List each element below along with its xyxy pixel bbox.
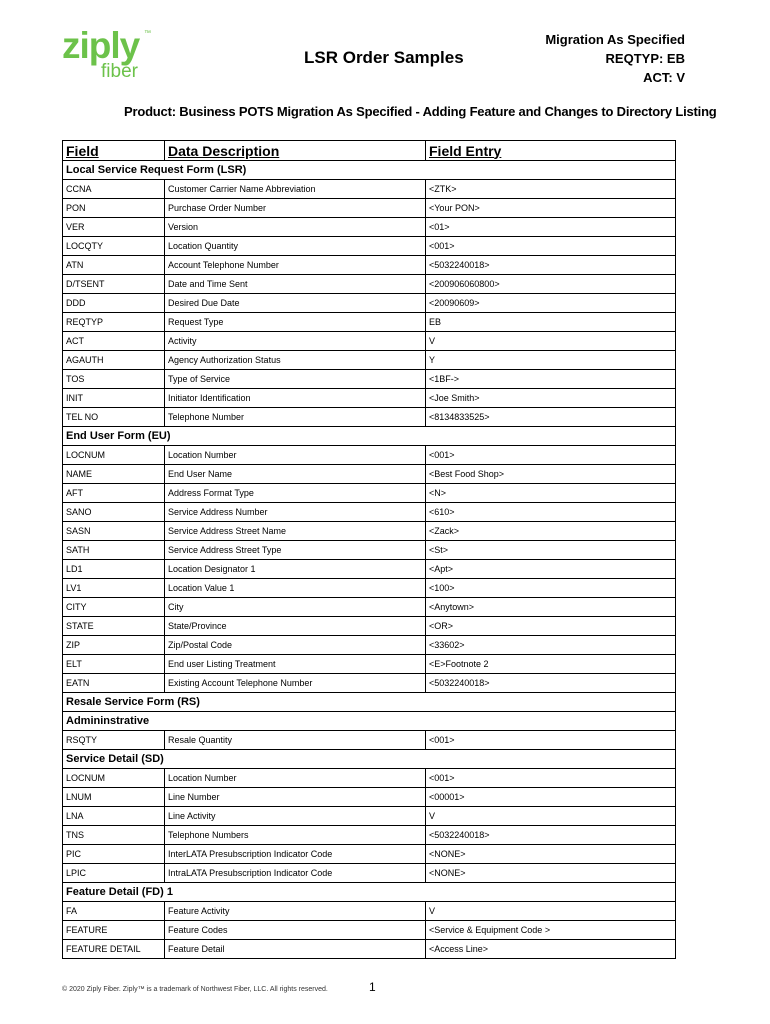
description-cell: Location Designator 1 <box>165 560 426 579</box>
field-cell: AFT <box>63 484 165 503</box>
description-cell: Line Activity <box>165 807 426 826</box>
migration-label: Migration As Specified <box>545 32 685 47</box>
field-cell: ATN <box>63 256 165 275</box>
description-cell: Date and Time Sent <box>165 275 426 294</box>
description-cell: Version <box>165 218 426 237</box>
entry-cell: <200906060800> <box>426 275 676 294</box>
description-cell: Service Address Number <box>165 503 426 522</box>
table-row <box>63 788 676 807</box>
table-row <box>63 541 676 560</box>
entry-cell: <5032240018> <box>426 674 676 693</box>
table-row <box>63 484 676 503</box>
field-cell: FEATURE DETAIL <box>63 940 165 959</box>
description-cell: Purchase Order Number <box>165 199 426 218</box>
description-cell: Feature Codes <box>165 921 426 940</box>
entry-cell: <1BF-> <box>426 370 676 389</box>
field-cell: ELT <box>63 655 165 674</box>
field-cell: NAME <box>63 465 165 484</box>
table-row <box>63 617 676 636</box>
lsr-table <box>62 140 676 959</box>
description-cell: IntraLATA Presubscription Indicator Code <box>165 864 426 883</box>
table-row <box>63 902 676 921</box>
field-cell: INIT <box>63 389 165 408</box>
entry-cell: <Best Food Shop> <box>426 465 676 484</box>
description-cell: InterLATA Presubscription Indicator Code <box>165 845 426 864</box>
field-cell: SASN <box>63 522 165 541</box>
entry-cell: <NONE> <box>426 845 676 864</box>
section-header-row <box>63 883 676 902</box>
section-title: Admininstrative <box>63 712 676 731</box>
entry-cell: V <box>426 332 676 351</box>
logo-trademark-mark: ™ <box>144 30 151 37</box>
field-cell: DDD <box>63 294 165 313</box>
table-row <box>63 826 676 845</box>
entry-cell: <OR> <box>426 617 676 636</box>
page-title: LSR Order Samples <box>304 48 464 67</box>
entry-cell: <Access Line> <box>426 940 676 959</box>
table-row <box>63 921 676 940</box>
field-cell: TOS <box>63 370 165 389</box>
description-cell: Account Telephone Number <box>165 256 426 275</box>
field-cell: LNUM <box>63 788 165 807</box>
section-title: Resale Service Form (RS) <box>63 693 676 712</box>
footer-copyright: © 2020 Ziply Fiber. Ziply™ is a trademark of Northwest Fiber, LLC. All rights reserved. <box>62 986 328 993</box>
field-cell: STATE <box>63 617 165 636</box>
table-row <box>63 503 676 522</box>
table-row <box>63 769 676 788</box>
description-cell: Resale Quantity <box>165 731 426 750</box>
table-row <box>63 446 676 465</box>
section-header-row <box>63 750 676 769</box>
description-cell: Type of Service <box>165 370 426 389</box>
entry-cell: <001> <box>426 731 676 750</box>
field-cell: AGAUTH <box>63 351 165 370</box>
entry-cell: V <box>426 902 676 921</box>
field-cell: CITY <box>63 598 165 617</box>
description-cell: Telephone Number <box>165 408 426 427</box>
description-cell: Feature Detail <box>165 940 426 959</box>
column-header-entry: Field Entry <box>426 141 676 161</box>
field-cell: CCNA <box>63 180 165 199</box>
table-row <box>63 731 676 750</box>
table-row <box>63 579 676 598</box>
table-row <box>63 313 676 332</box>
description-cell: Location Number <box>165 446 426 465</box>
entry-cell: <N> <box>426 484 676 503</box>
column-header-field: Field <box>63 141 165 161</box>
field-cell: LNA <box>63 807 165 826</box>
table-row <box>63 237 676 256</box>
table-row <box>63 674 676 693</box>
description-cell: Service Address Street Type <box>165 541 426 560</box>
description-cell: Service Address Street Name <box>165 522 426 541</box>
description-cell: Desired Due Date <box>165 294 426 313</box>
field-cell: TNS <box>63 826 165 845</box>
entry-cell: <100> <box>426 579 676 598</box>
entry-cell: <5032240018> <box>426 256 676 275</box>
field-cell: LV1 <box>63 579 165 598</box>
field-cell: LD1 <box>63 560 165 579</box>
table-row <box>63 275 676 294</box>
field-cell: RSQTY <box>63 731 165 750</box>
entry-cell: <Joe Smith> <box>426 389 676 408</box>
table-row <box>63 294 676 313</box>
table-row <box>63 256 676 275</box>
description-cell: End User Name <box>165 465 426 484</box>
description-cell: Telephone Numbers <box>165 826 426 845</box>
table-row <box>63 940 676 959</box>
description-cell: Request Type <box>165 313 426 332</box>
section-header-row <box>63 161 676 180</box>
entry-cell: <Apt> <box>426 560 676 579</box>
table-header-row <box>63 141 676 161</box>
entry-cell: <8134833525> <box>426 408 676 427</box>
field-cell: FA <box>63 902 165 921</box>
field-cell: ZIP <box>63 636 165 655</box>
act-label: ACT: V <box>643 70 685 85</box>
field-cell: FEATURE <box>63 921 165 940</box>
entry-cell: <NONE> <box>426 864 676 883</box>
description-cell: Existing Account Telephone Number <box>165 674 426 693</box>
table-row <box>63 560 676 579</box>
section-header-row <box>63 427 676 446</box>
table-row <box>63 845 676 864</box>
description-cell: Activity <box>165 332 426 351</box>
entry-cell: <001> <box>426 446 676 465</box>
section-title: End User Form (EU) <box>63 427 676 446</box>
description-cell: State/Province <box>165 617 426 636</box>
description-cell: Address Format Type <box>165 484 426 503</box>
table-row <box>63 332 676 351</box>
section-title: Service Detail (SD) <box>63 750 676 769</box>
description-cell: Initiator Identification <box>165 389 426 408</box>
section-header-row <box>63 712 676 731</box>
table-row <box>63 389 676 408</box>
entry-cell: <33602> <box>426 636 676 655</box>
field-cell: REQTYP <box>63 313 165 332</box>
entry-cell: <5032240018> <box>426 826 676 845</box>
description-cell: Zip/Postal Code <box>165 636 426 655</box>
description-cell: Line Number <box>165 788 426 807</box>
description-cell: Agency Authorization Status <box>165 351 426 370</box>
field-cell: SATH <box>63 541 165 560</box>
table-row <box>63 636 676 655</box>
table-row <box>63 370 676 389</box>
description-cell: Feature Activity <box>165 902 426 921</box>
field-cell: VER <box>63 218 165 237</box>
table-row <box>63 522 676 541</box>
product-line: Product: Business POTS Migration As Specified - Adding Feature and Changes to Directory Listing <box>124 104 717 119</box>
field-cell: LOCNUM <box>63 769 165 788</box>
entry-cell: V <box>426 807 676 826</box>
field-cell: ACT <box>63 332 165 351</box>
header-right-block <box>545 30 685 87</box>
table-row <box>63 351 676 370</box>
ziply-fiber-logo <box>60 26 160 82</box>
table-row <box>63 864 676 883</box>
table-row <box>63 408 676 427</box>
table-row <box>63 598 676 617</box>
section-header-row <box>63 693 676 712</box>
table-row <box>63 199 676 218</box>
field-cell: PIC <box>63 845 165 864</box>
entry-cell: <ZTK> <box>426 180 676 199</box>
field-cell: TEL NO <box>63 408 165 427</box>
section-title: Local Service Request Form (LSR) <box>63 161 676 180</box>
entry-cell: <Anytown> <box>426 598 676 617</box>
entry-cell: <St> <box>426 541 676 560</box>
field-cell: PON <box>63 199 165 218</box>
entry-cell: <Your PON> <box>426 199 676 218</box>
table-row <box>63 655 676 674</box>
logo-subword: fiber <box>101 61 138 82</box>
logo-wordmark: ziply <box>62 25 140 66</box>
field-cell: LPIC <box>63 864 165 883</box>
entry-cell: EB <box>426 313 676 332</box>
table-row <box>63 807 676 826</box>
entry-cell: <001> <box>426 769 676 788</box>
entry-cell: Y <box>426 351 676 370</box>
entry-cell: <Zack> <box>426 522 676 541</box>
entry-cell: <00001> <box>426 788 676 807</box>
entry-cell: <01> <box>426 218 676 237</box>
description-cell: City <box>165 598 426 617</box>
description-cell: Location Value 1 <box>165 579 426 598</box>
entry-cell: <610> <box>426 503 676 522</box>
entry-cell: <Service & Equipment Code > <box>426 921 676 940</box>
entry-cell: <20090609> <box>426 294 676 313</box>
entry-cell: <E>Footnote 2 <box>426 655 676 674</box>
description-cell: Location Quantity <box>165 237 426 256</box>
table-row <box>63 180 676 199</box>
section-title: Feature Detail (FD) 1 <box>63 883 676 902</box>
field-cell: LOCNUM <box>63 446 165 465</box>
entry-cell: <001> <box>426 237 676 256</box>
table-row <box>63 218 676 237</box>
field-cell: D/TSENT <box>63 275 165 294</box>
description-cell: Location Number <box>165 769 426 788</box>
reqtyp-label: REQTYP: EB <box>605 51 685 66</box>
page-number: 1 <box>369 980 376 994</box>
field-cell: LOCQTY <box>63 237 165 256</box>
field-cell: EATN <box>63 674 165 693</box>
description-cell: End user Listing Treatment <box>165 655 426 674</box>
column-header-description: Data Description <box>165 141 426 161</box>
description-cell: Customer Carrier Name Abbreviation <box>165 180 426 199</box>
table-row <box>63 465 676 484</box>
field-cell: SANO <box>63 503 165 522</box>
